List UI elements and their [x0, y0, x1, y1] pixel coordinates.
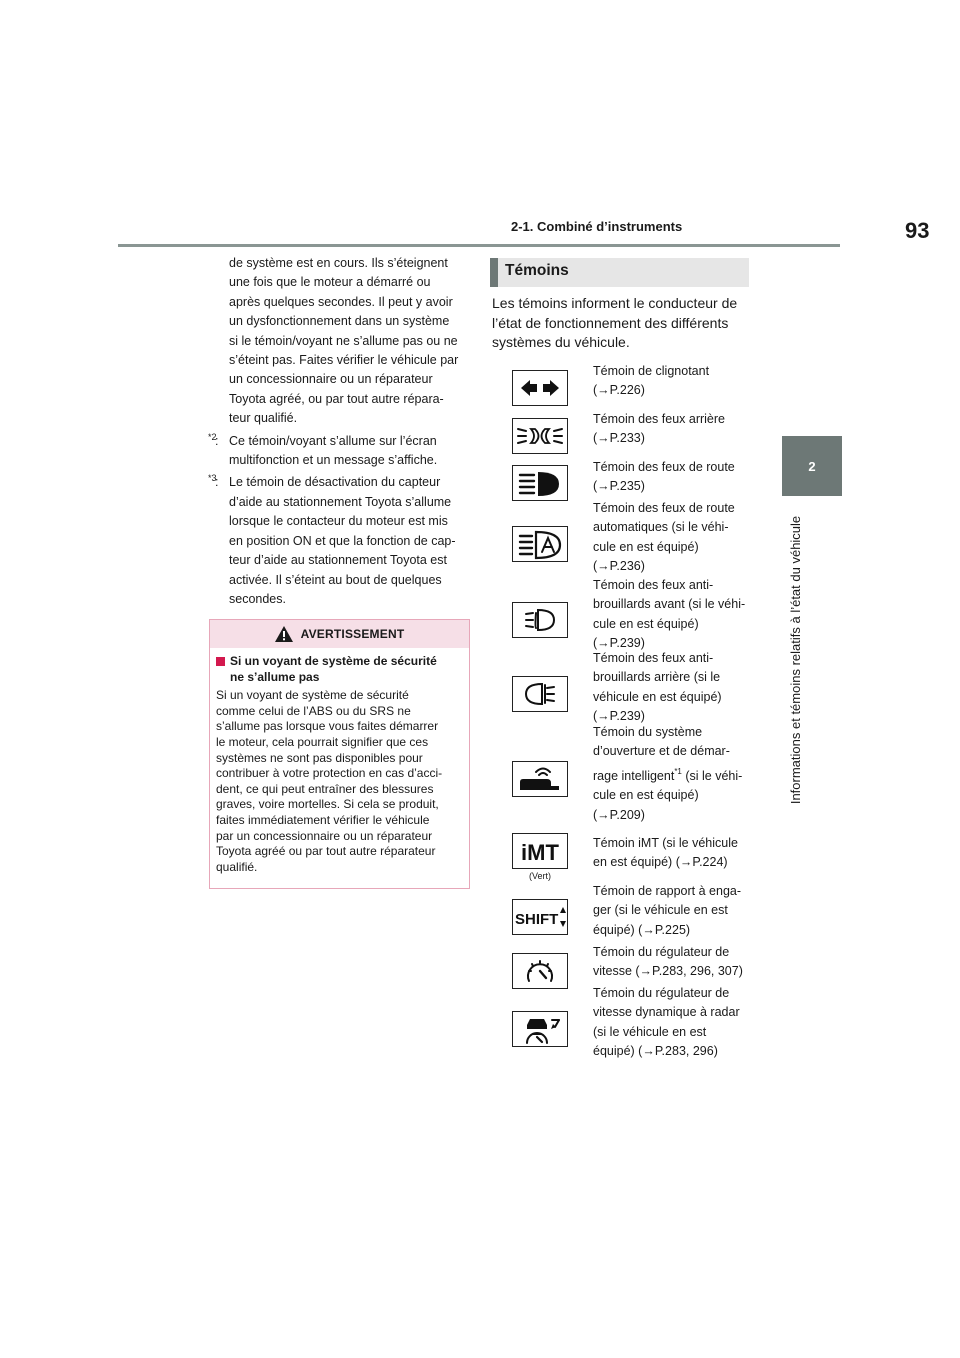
page-number: 93	[905, 218, 930, 243]
text-line: Témoin des feux arrière	[593, 412, 726, 426]
text-line: Témoin de rapport à enga-	[593, 884, 742, 898]
text-line: Le témoin de désactivation du capteur	[229, 475, 441, 490]
text-line: une fois que le moteur a démarré ou	[229, 275, 431, 290]
text-line: par un concessionnaire ou un réparateur	[216, 828, 433, 843]
warning-icon	[275, 626, 293, 642]
temoins-intro	[492, 294, 752, 353]
text-line: Témoin du système	[593, 725, 703, 739]
section-title: 2-1. Combiné d’instruments	[511, 219, 683, 234]
text-line: Témoin du régulateur de	[593, 986, 730, 1000]
left-column	[208, 254, 470, 609]
text-line: cule en est équipé)	[593, 539, 699, 554]
text-line: graves, voire mortelles. Si cela se produit,	[216, 797, 439, 812]
imt-icon-text: iMT	[521, 840, 559, 865]
imt-icon	[512, 833, 568, 869]
text-line: Si un voyant de système de sécurité	[230, 654, 437, 668]
temoins-heading	[490, 258, 749, 287]
text-line: (→P.233)	[593, 431, 645, 446]
text-line: ger (si le véhicule en est	[593, 903, 728, 918]
text-line: si le témoin/voyant ne s’allume pas ou ne	[229, 333, 458, 348]
rear-fog-desc	[593, 649, 763, 727]
shift-desc	[593, 882, 763, 940]
text-line: systèmes ne sont pas disponibles pour	[216, 750, 423, 765]
text-line: Témoin de clignotant	[593, 364, 710, 378]
text-line: un concessionnaire ou un réparateur	[229, 372, 433, 387]
footnote-sep: :	[215, 475, 219, 490]
text-line: le moteur, cela pourrait signifier que ces	[216, 734, 429, 749]
chapter-label	[788, 510, 804, 810]
bullet-square-icon	[216, 657, 225, 666]
auto-high-beam-desc	[593, 499, 763, 577]
tail-light-icon	[512, 418, 568, 454]
chapter-label-text: Informations et témoins relatifs à l’état du véhicule	[788, 515, 803, 805]
footnote-sep: :	[215, 433, 219, 448]
text-line: (→P.239)	[593, 709, 645, 724]
warning-header	[210, 620, 469, 648]
text-line: en est équipé) (→P.224)	[593, 855, 728, 870]
text-line: comme celui de l’ABS ou du SRS ne	[216, 703, 411, 718]
text-line: contribuer à votre protection en cas d’acci-	[216, 766, 443, 781]
warning-text	[216, 688, 463, 875]
text-line: de système est en cours. Ils s’éteignent	[229, 256, 448, 270]
imt-caption: (Vert)	[528, 871, 551, 881]
temoins-title: Témoins	[505, 262, 569, 279]
text-line: vitesse (→P.283, 296, 307)	[593, 964, 743, 979]
text-line: l’état de fonctionnement des différents	[492, 314, 729, 331]
text-line: (→P.209)	[593, 807, 645, 822]
text-line: Toyota agréé, ou par tout autre répara-	[229, 391, 444, 406]
text-line: qualifié.	[216, 859, 258, 874]
text-line: Si un voyant de système de sécurité	[216, 688, 409, 703]
chapter-tab: 2	[782, 436, 842, 496]
text-line: un dysfonctionnement dans un système	[229, 314, 450, 329]
turn-signal-desc	[593, 362, 763, 401]
text-fragment: (si le véhi-	[681, 768, 743, 783]
text-line: faites immédiatement vérifier le véhicule	[216, 812, 430, 827]
text-line: cule en est équipé)	[593, 788, 699, 803]
warning-body	[210, 648, 469, 875]
text-line: Témoin des feux de route	[593, 460, 735, 474]
text-line: après quelques secondes. Il peut y avoir	[229, 294, 453, 309]
heading-accent-bar	[490, 258, 498, 287]
text-line	[593, 762, 763, 786]
text-line: cule en est équipé)	[593, 616, 699, 631]
cruise-control-desc	[593, 943, 763, 982]
tail-light-desc	[593, 410, 763, 449]
high-beam-desc	[593, 458, 763, 497]
text-line: Ce témoin/voyant s’allume sur l’écran	[229, 433, 437, 448]
radar-cruise-desc	[593, 984, 763, 1062]
text-line: équipé) (→P.225)	[593, 922, 691, 937]
shift-icon-text: SHIFT	[515, 911, 559, 928]
auto-high-beam-icon	[512, 526, 568, 562]
footnote-2	[208, 432, 470, 471]
text-line: (→P.235)	[593, 479, 645, 494]
text-line: brouillards avant (si le véhi-	[593, 597, 746, 612]
text-line: automatiques (si le véhi-	[593, 520, 729, 535]
smart-key-icon	[512, 761, 568, 797]
text-line: teur qualifié.	[229, 411, 298, 426]
cruise-control-icon	[512, 953, 568, 989]
text-line: multifonction et un message s’affiche.	[229, 453, 438, 468]
text-line: (→P.226)	[593, 383, 645, 398]
footnote-mark: *3	[208, 473, 217, 484]
text-line: s’allume pas lorsque vous faites démarrer	[216, 719, 439, 734]
shift-icon	[512, 899, 568, 935]
high-beam-icon	[512, 465, 568, 501]
front-fog-desc	[593, 576, 763, 654]
text-line: brouillards arrière (si le	[593, 670, 721, 685]
text-line: teur d’aide au stationnement Toyota est	[229, 553, 447, 568]
text-line: (→P.239)	[593, 636, 645, 651]
front-fog-icon	[512, 602, 568, 638]
text-line: Témoin iMT (si le véhicule	[593, 836, 738, 850]
text-line: équipé) (→P.283, 296)	[593, 1044, 718, 1059]
text-line: d’aide au stationnement Toyota s’allume	[229, 494, 452, 509]
text-line: Témoin des feux anti-	[593, 651, 714, 665]
turn-signal-icon	[512, 370, 568, 406]
footnote-ref: *1	[674, 766, 682, 776]
warning-box	[209, 619, 470, 889]
text-line: Témoin des feux de route	[593, 501, 735, 515]
text-line: Les témoins informent le conducteur de	[492, 295, 738, 311]
text-line: secondes.	[229, 591, 286, 606]
text-line: véhicule en est équipé)	[593, 689, 722, 704]
text-line: Témoin des feux anti-	[593, 578, 714, 592]
text-line: d’ouverture et de démar-	[593, 744, 730, 759]
footnote-3	[208, 473, 470, 609]
header-rule	[118, 244, 840, 247]
text-line: activée. Il s’éteint au bout de quelques	[229, 572, 442, 587]
text-line: systèmes du véhicule.	[492, 334, 630, 350]
text-line: ne s’allume pas	[230, 669, 320, 684]
text-fragment: rage intelligent	[593, 768, 675, 783]
rear-fog-icon	[512, 676, 568, 712]
text-line: en position ON et que la fonction de cap-	[229, 533, 456, 548]
warning-subtitle	[216, 654, 463, 685]
imt-desc	[593, 834, 763, 873]
text-line: Toyota agréé ou par tout autre réparateur	[216, 844, 436, 859]
text-line: s’éteint pas. Faites vérifier le véhicule par	[229, 353, 459, 368]
text-line: dent, ce qui peut entraîner des blessures	[216, 781, 434, 796]
continuation-paragraph	[208, 254, 470, 429]
footnote-mark: *2	[208, 431, 217, 442]
text-line: vitesse dynamique à radar	[593, 1005, 740, 1020]
radar-cruise-icon	[512, 1011, 568, 1047]
text-line: (→P.236)	[593, 559, 645, 574]
text-line: Témoin du régulateur de	[593, 945, 730, 959]
warning-title: AVERTISSEMENT	[300, 627, 405, 641]
smart-key-desc	[593, 723, 763, 825]
text-line: (si le véhicule en est	[593, 1024, 707, 1039]
text-line: lorsque le contacteur du moteur est mis	[229, 514, 448, 529]
